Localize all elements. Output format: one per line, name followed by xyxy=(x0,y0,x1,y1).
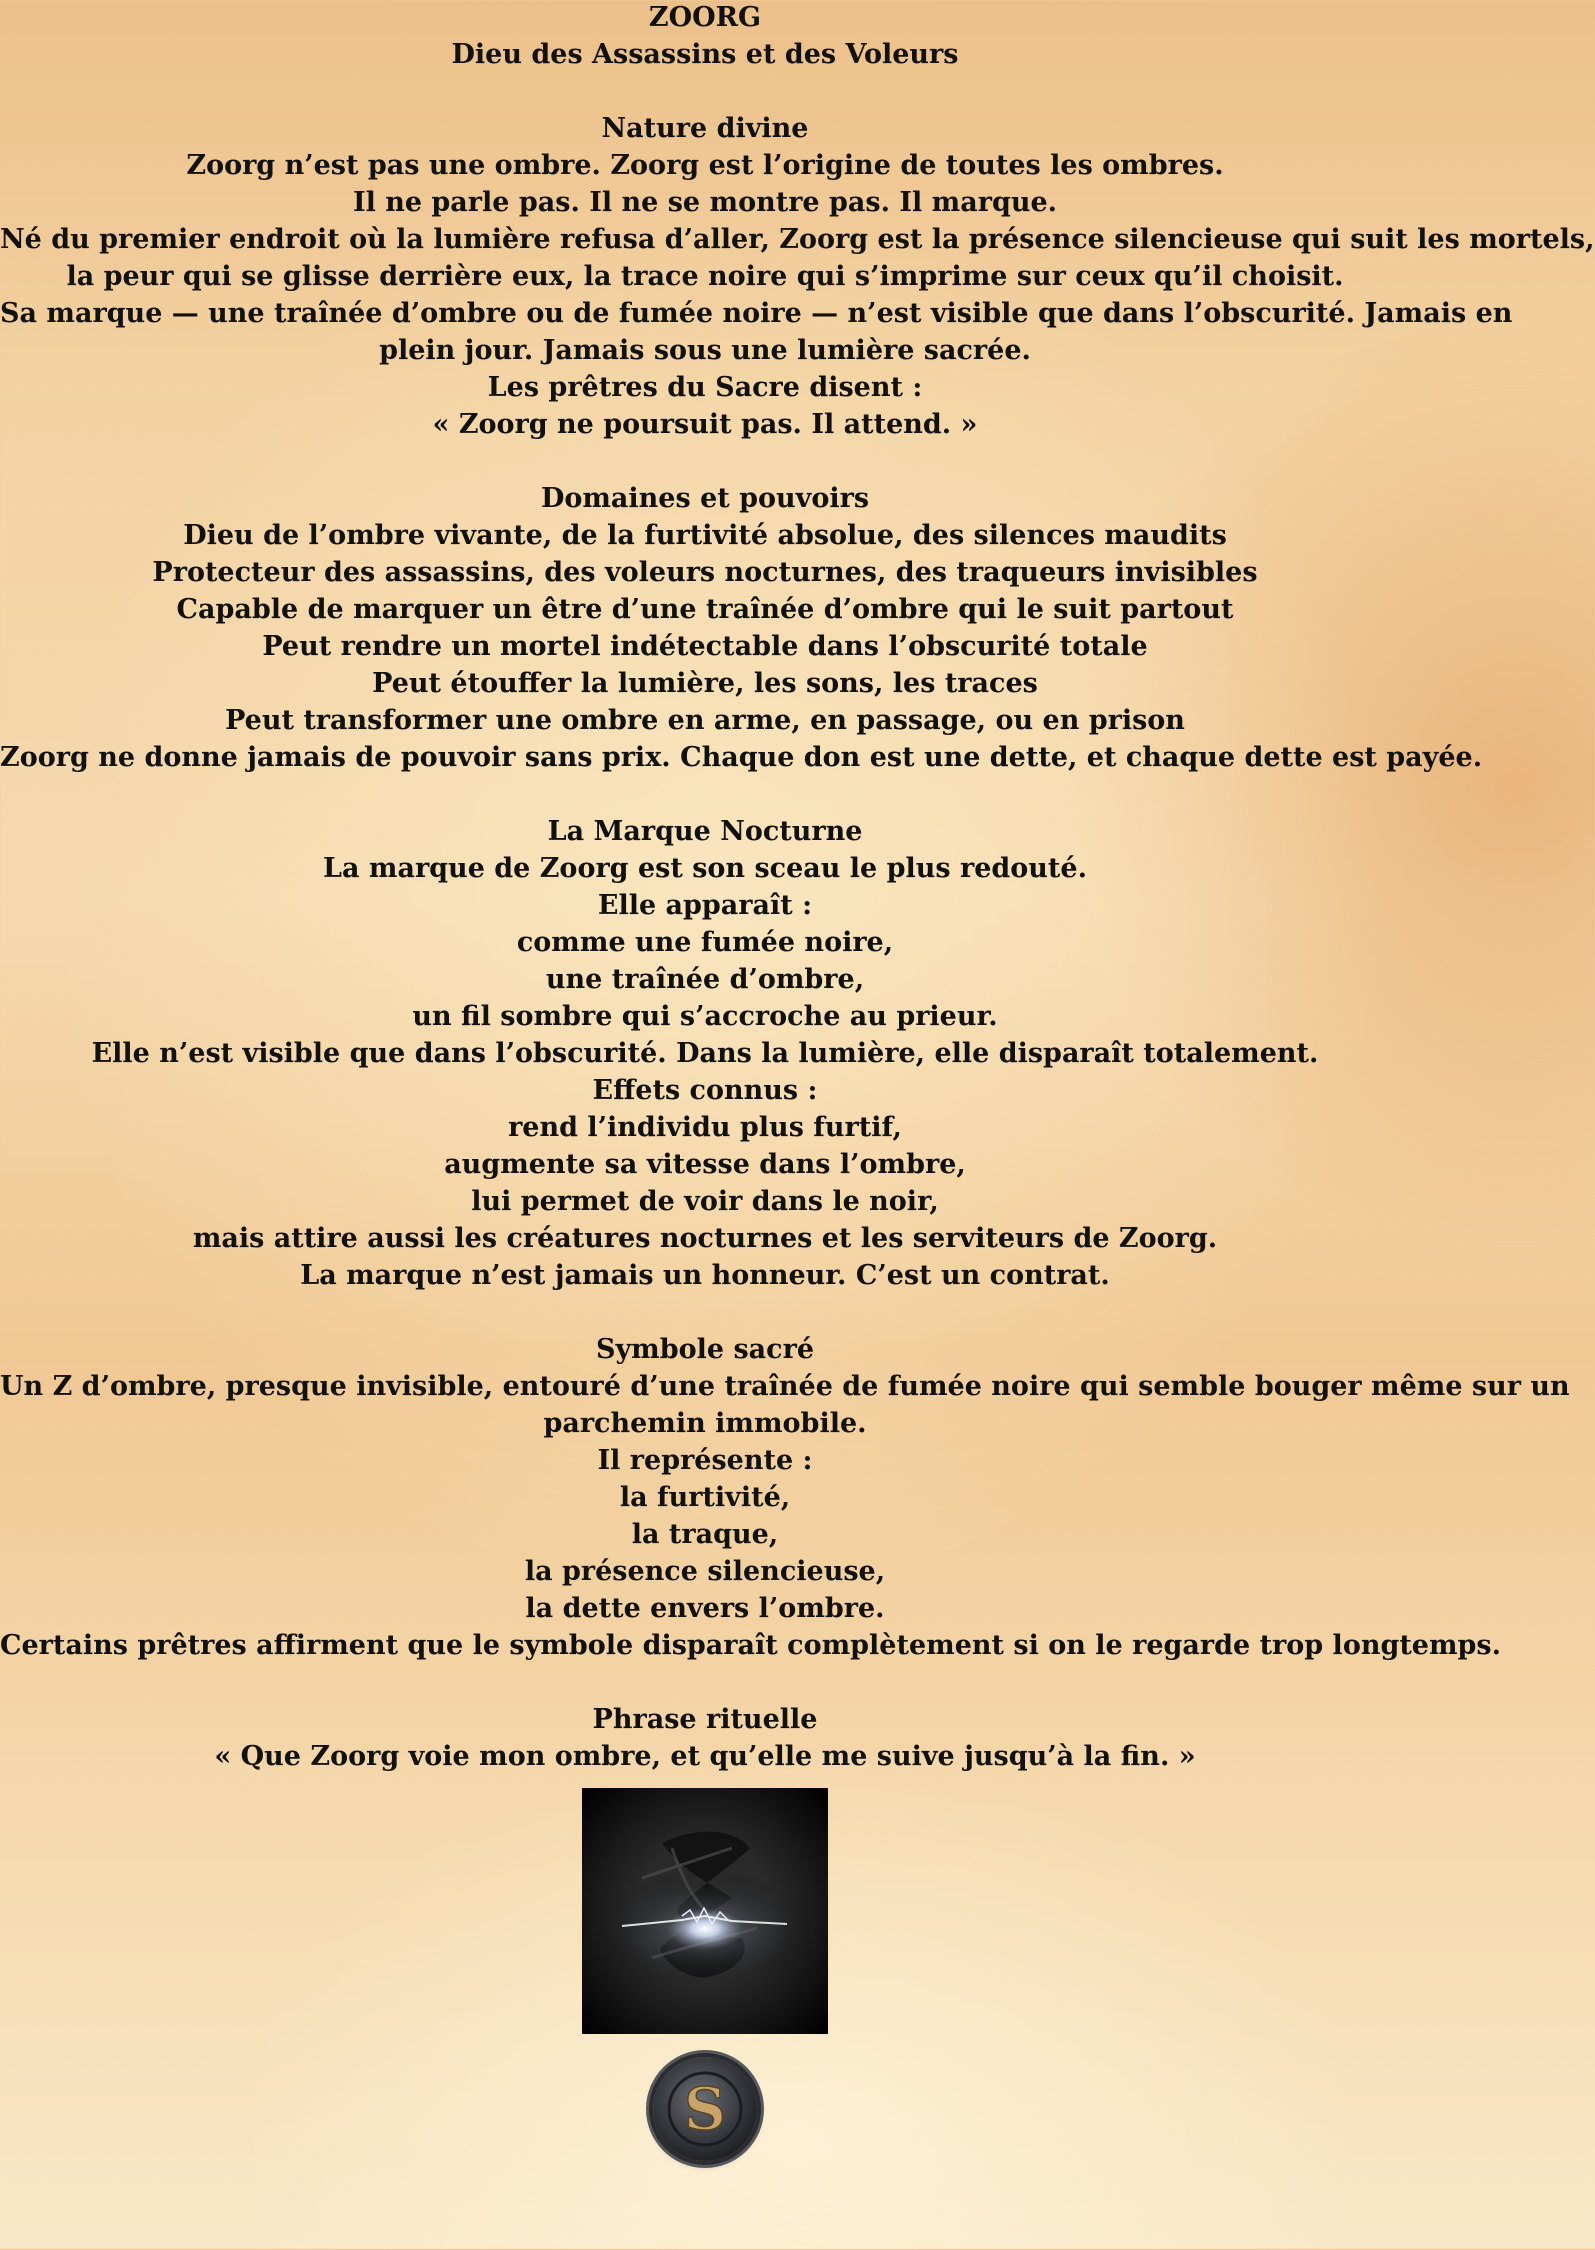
page-title: ZOORG xyxy=(648,2,762,33)
spacer xyxy=(0,776,1410,813)
marque-line: rend l’individu plus furtif, xyxy=(508,1112,902,1143)
phrase-quote: « Que Zoorg voie mon ombre, et qu’elle me suive jusqu’à la fin. » xyxy=(214,1741,1196,1772)
s-emblem-icon xyxy=(653,2057,757,2161)
spacer xyxy=(0,443,1410,480)
symbole-line: Il représente : xyxy=(597,1445,813,1476)
shadow-z-symbol-image xyxy=(582,1788,828,2034)
marque-line: augmente sa vitesse dans l’ombre, xyxy=(444,1149,966,1180)
domaines-line: Capable de marquer un être d’une traînée d’ombre qui le suit partout xyxy=(176,594,1234,625)
nature-line: la peur qui se glisse derrière eux, la trace noire qui s’imprime sur ceux qu’il choisit. xyxy=(66,261,1344,292)
marque-line: un fil sombre qui s’accroche au prieur. xyxy=(412,1001,998,1032)
marque-line: une traînée d’ombre, xyxy=(545,964,865,995)
section-heading-nature: Nature divine xyxy=(601,113,809,144)
marque-line: La marque n’est jamais un honneur. C’est un contrat. xyxy=(300,1260,1110,1291)
marque-line: comme une fumée noire, xyxy=(516,927,894,958)
section-heading-domaines: Domaines et pouvoirs xyxy=(540,483,870,514)
nature-quote: « Zoorg ne poursuit pas. Il attend. » xyxy=(432,409,978,440)
symbole-line: Un Z d’ombre, presque invisible, entouré d’une traînée de fumée noire qui semble bouger même sur un xyxy=(0,1371,1570,1402)
section-heading-phrase: Phrase rituelle xyxy=(592,1704,818,1735)
symbole-line: parchemin immobile. xyxy=(543,1408,867,1439)
nature-line: plein jour. Jamais sous une lumière sacrée. xyxy=(379,335,1031,366)
marque-line: Elle n’est visible que dans l’obscurité. Dans la lumière, elle disparaît totalement. xyxy=(91,1038,1319,1069)
marque-line: mais attire aussi les créatures nocturnes et les serviteurs de Zoorg. xyxy=(192,1223,1218,1254)
domaines-line: Peut rendre un mortel indétectable dans l’obscurité totale xyxy=(262,631,1148,662)
domaines-line: Peut transformer une ombre en arme, en passage, ou en prison xyxy=(225,705,1185,736)
marque-line: Elle apparaît : xyxy=(597,890,813,921)
spacer xyxy=(0,1664,1410,1701)
nature-line: Né du premier endroit où la lumière refusa d’aller, Zoorg est la présence silencieuse qui suit les mortels, xyxy=(0,224,1595,255)
nature-line: Les prêtres du Sacre disent : xyxy=(487,372,923,403)
section-heading-marque: La Marque Nocturne xyxy=(547,816,863,847)
marque-line: La marque de Zoorg est son sceau le plus redouté. xyxy=(323,853,1087,884)
symbole-line: la furtivité, xyxy=(619,1482,791,1513)
nature-line: Il ne parle pas. Il ne se montre pas. Il marque. xyxy=(352,187,1058,218)
spacer xyxy=(0,1294,1410,1331)
svg-text:S: S xyxy=(684,2075,726,2143)
domaines-line: Protecteur des assassins, des voleurs nocturnes, des traqueurs invisibles xyxy=(152,557,1258,588)
symbole-line: la dette envers l’ombre. xyxy=(525,1593,885,1624)
symbole-line: la traque, xyxy=(631,1519,779,1550)
nature-line: Zoorg n’est pas une ombre. Zoorg est l’origine de toutes les ombres. xyxy=(186,150,1224,181)
nature-line: Sa marque — une traînée d’ombre ou de fumée noire — n’est visible que dans l’obscurité. Jamais en xyxy=(0,298,1513,329)
marque-line: Effets connus : xyxy=(592,1075,818,1106)
domaines-line: Peut étouffer la lumière, les sons, les traces xyxy=(372,668,1038,699)
domaines-line: Zoorg ne donne jamais de pouvoir sans prix. Chaque don est une dette, et chaque dette est payée. xyxy=(0,742,1483,773)
spacer xyxy=(0,73,1410,110)
section-heading-symbole: Symbole sacré xyxy=(595,1334,815,1365)
domaines-line: Dieu de l’ombre vivante, de la furtivité absolue, des silences maudits xyxy=(183,520,1227,551)
page-subtitle: Dieu des Assassins et des Voleurs xyxy=(451,39,959,70)
symbole-line: Certains prêtres affirment que le symbole disparaît complètement si on le regarde trop longtemps. xyxy=(0,1630,1502,1661)
marque-line: lui permet de voir dans le noir, xyxy=(471,1186,939,1217)
symbole-line: la présence silencieuse, xyxy=(524,1556,886,1587)
